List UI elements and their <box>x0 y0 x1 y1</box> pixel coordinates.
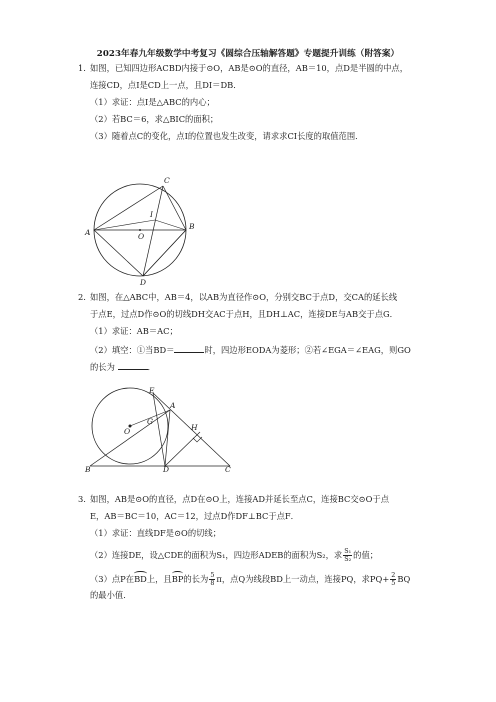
question-text: （2）连接DE，设△CDE的面积为S₁，四边形ADEB的面积为S₂，求 <box>90 550 343 560</box>
question-part-3-cont: 的最小值． <box>90 590 132 600</box>
fraction-numerator: 2 <box>391 571 396 579</box>
question-text-line: 如图，在△ABC中，AB＝4，以AB为直径作⊙O，分别交BC于点D，交CA的延长线 <box>90 292 398 302</box>
point-label-A: A <box>170 401 176 410</box>
point-label-H: H <box>191 423 198 432</box>
question-part-1: （1）求证：直线DF是⊙O的切线； <box>90 528 222 538</box>
question-number: 2. <box>78 292 86 302</box>
question-text: π，点Q为线段BD上一动点，连接PQ，求PQ+ <box>216 574 390 584</box>
answer-blank-2 <box>118 360 148 370</box>
question-part-3 <box>90 571 410 587</box>
question-text-line: E，AB＝BC＝10，AC＝12，过点D作DF⊥BC于点F． <box>90 511 299 521</box>
point-label-B: B <box>85 465 91 474</box>
fraction-5-8 <box>209 572 215 587</box>
question-text-line: 如图，AB是⊙O的直径，点D在⊙O上，连接AD并延长至点C，连接BC交⊙O于点 <box>90 494 390 504</box>
question-part-2 <box>90 343 411 356</box>
arc-bp: BP <box>172 571 184 585</box>
question-part-2: （2）若BC＝6，求△BIC的面积； <box>90 114 219 124</box>
question-text: 的长为 <box>183 574 209 584</box>
figure-1-circle-diagram <box>85 175 205 285</box>
point-label-E: E <box>149 386 155 395</box>
question-text-line: 如图，已知四边形ACBD内接于⊙O，AB是⊙O的直径，AB＝10，点D是半圆的中点， <box>90 63 409 73</box>
point-label-I: I <box>150 210 153 219</box>
point-label-B: B <box>189 222 195 231</box>
question-text: 上，且 <box>146 574 172 584</box>
question-part-2 <box>90 548 378 563</box>
fraction-numerator: S₁ <box>344 547 352 555</box>
fraction-denominator: 5 <box>391 579 396 587</box>
question-text: 的长为 <box>90 362 115 372</box>
question-part-2-cont <box>90 360 156 373</box>
point-label-O: O <box>138 232 145 241</box>
fraction-denominator: 8 <box>210 579 215 587</box>
question-number: 3. <box>78 494 86 504</box>
point-label-D: D <box>140 278 147 287</box>
arc-bd: BD <box>134 571 147 585</box>
fraction-denominator: S₂ <box>344 555 352 563</box>
question-number: 1. <box>78 63 86 73</box>
question-text-line: 于点E，过点D作⊙O的切线DH交AC于点H，且DH⊥AC，连接DE与AB交于点G． <box>90 309 398 319</box>
point-label-A: A <box>85 228 91 237</box>
question-text: 的值； <box>353 550 379 560</box>
answer-blank-1 <box>174 343 204 353</box>
fraction-s1-s2 <box>343 548 352 563</box>
question-text-line: 连接CD，点I是CD上一点，且DI＝DB． <box>90 80 242 90</box>
question-text: BQ <box>397 574 411 584</box>
point-label-C: C <box>164 176 170 185</box>
question-text: （2）填空：①当BD＝ <box>90 345 175 355</box>
question-text: ． <box>147 362 156 372</box>
point-label-O: O <box>124 427 131 436</box>
fraction-2-5 <box>390 572 396 587</box>
figure-2-triangle-circle-diagram <box>85 388 240 473</box>
fraction-numerator: 5 <box>210 571 215 579</box>
point-label-D: D <box>163 465 170 474</box>
page-title: 2023年春九年级数学中考复习《圆综合压轴解答题》专题提升训练（附答案） <box>96 49 400 59</box>
point-label-G: G <box>147 417 153 426</box>
question-text: 时，四边形EODA为菱形；②若∠EGA＝∠EAG，则GO <box>204 345 411 355</box>
question-part-3: （3）随着点C的变化，点I的位置也发生改变，请求求CI长度的取值范围． <box>90 131 364 141</box>
point-label-C: C <box>225 465 231 474</box>
question-part-1: （1）求证：AB＝AC； <box>90 326 178 336</box>
question-part-1: （1）求证：点I是△ABC的内心； <box>90 97 215 107</box>
question-text: （3）点P在 <box>90 574 135 584</box>
